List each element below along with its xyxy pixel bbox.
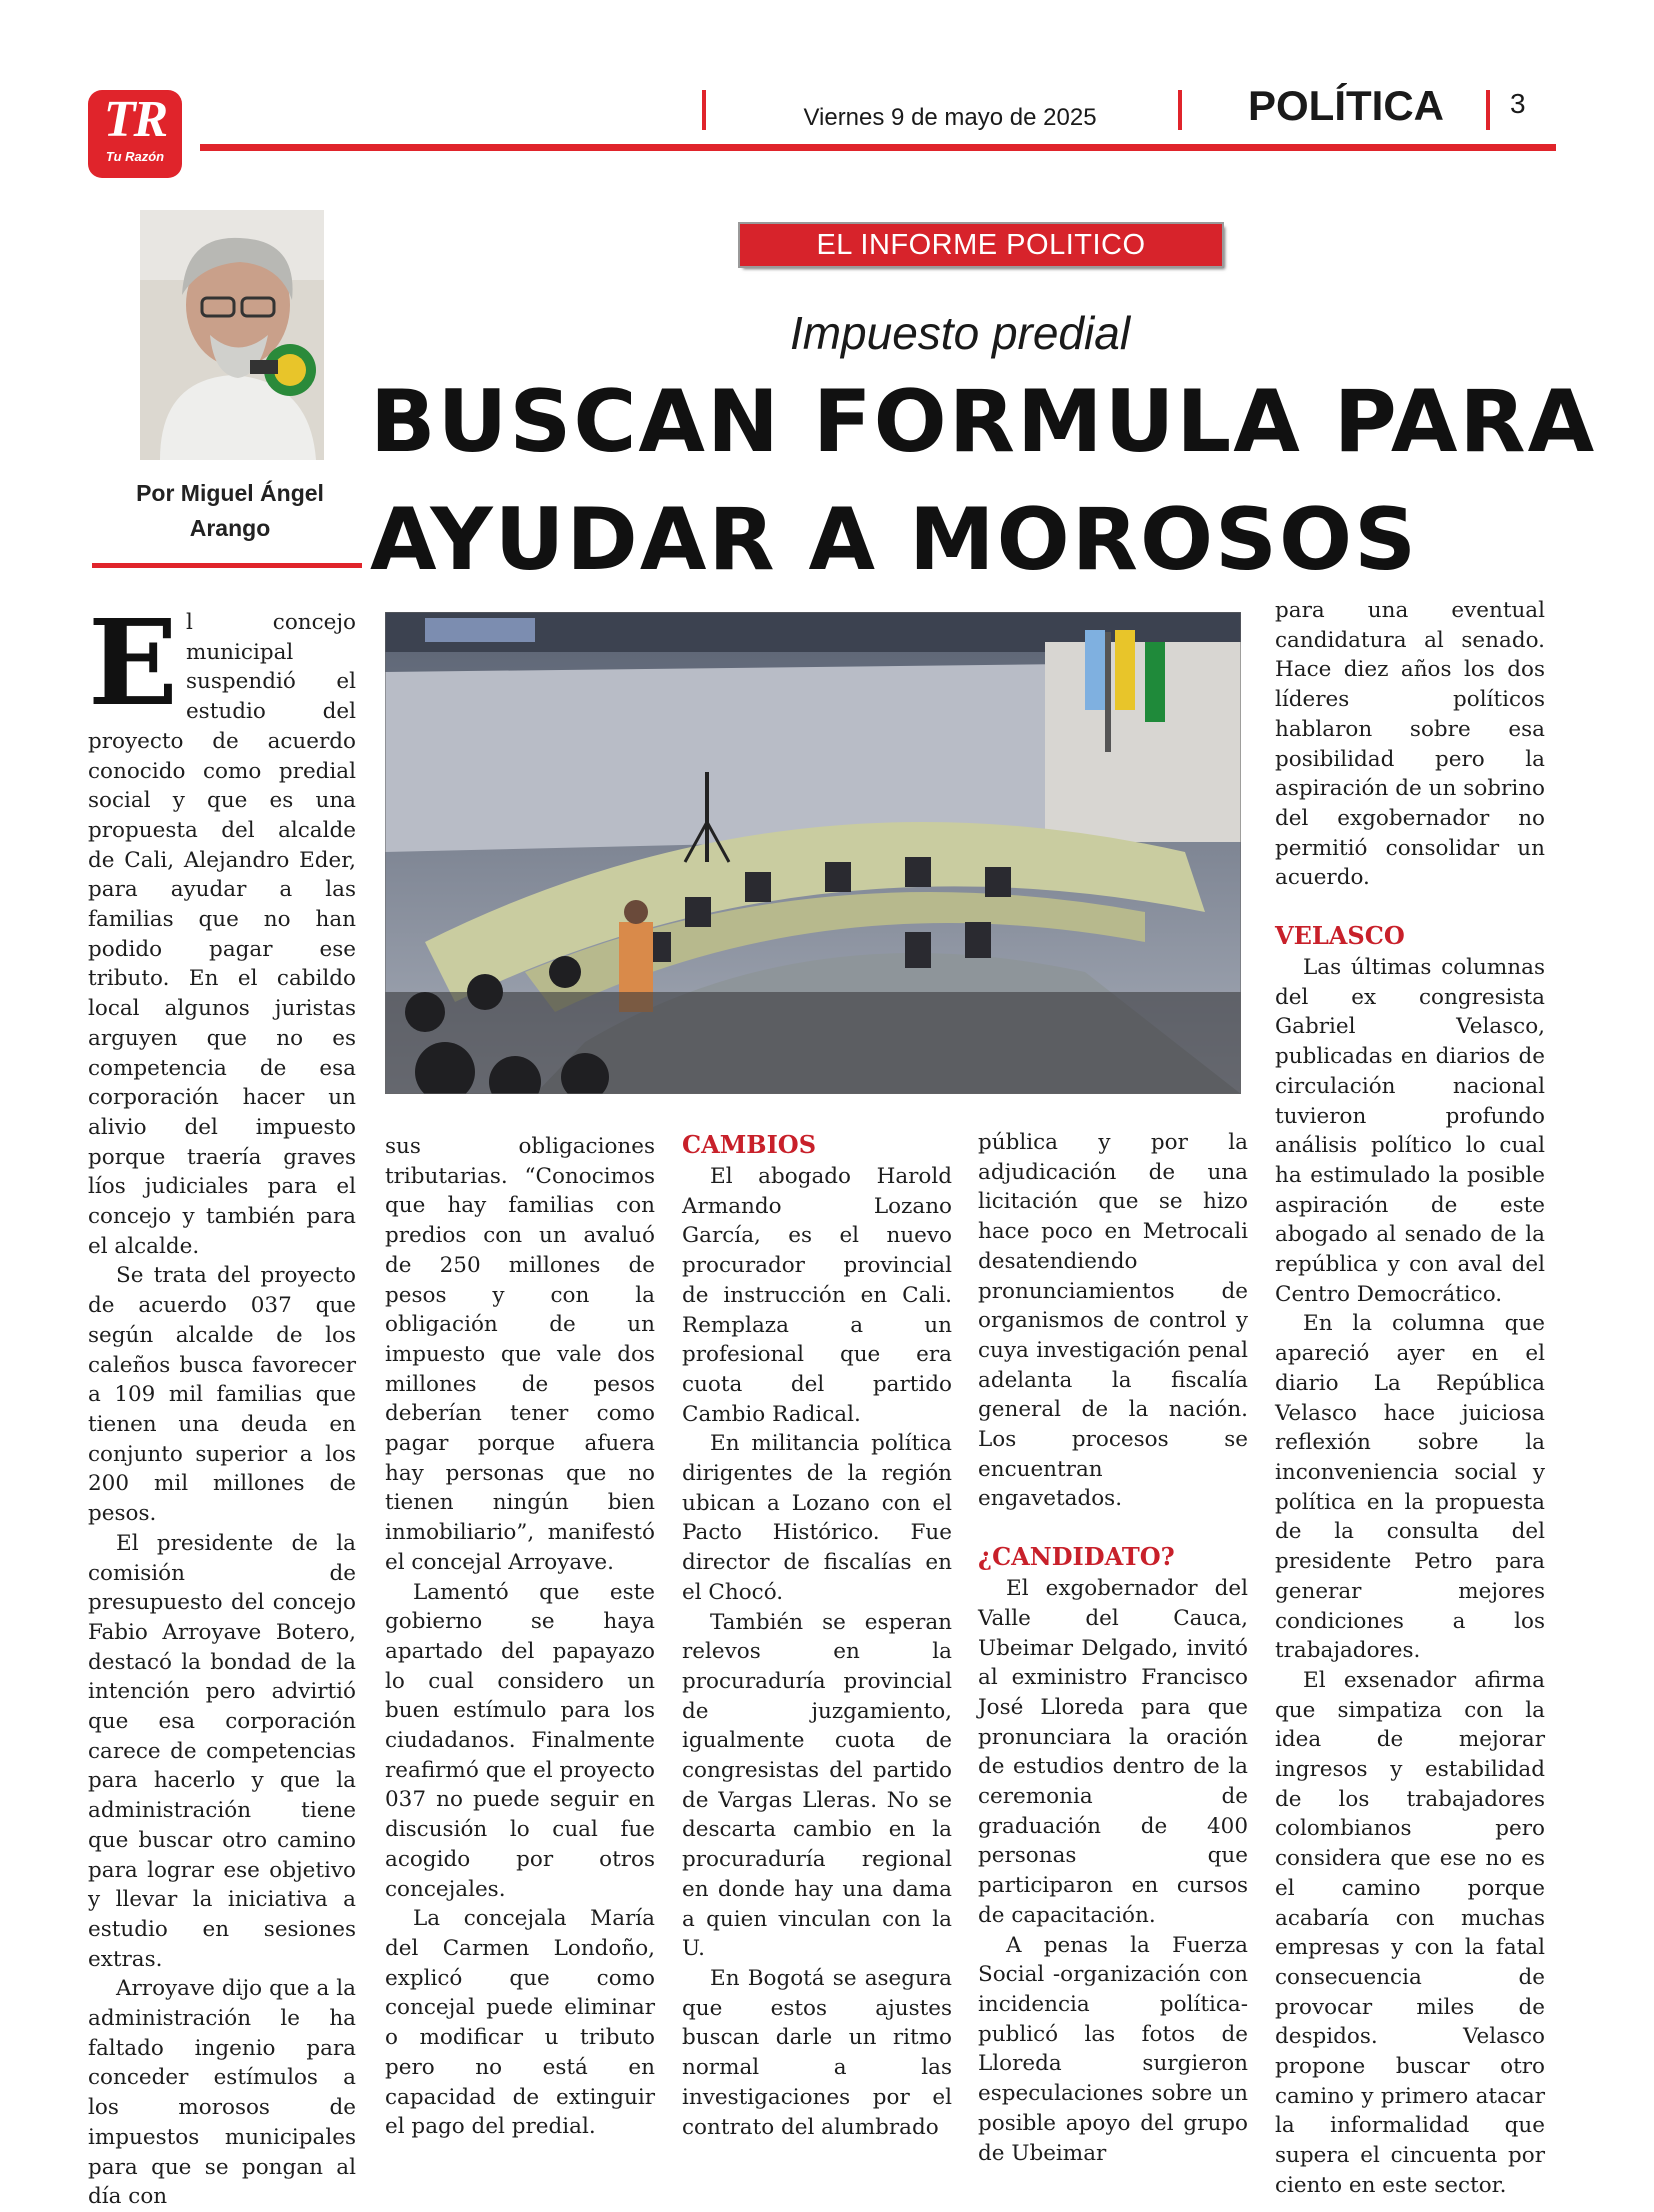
article-column-4 <box>978 1128 1248 2168</box>
article-column-2 <box>385 1132 655 2142</box>
author-byline: Por Miguel Ángel Arango <box>136 480 324 541</box>
header-divider <box>1486 90 1490 130</box>
paragraph: En Bogotá se asegura que estos ajustes buscan darle un ritmo normal a las investigaciones por el contrato del alumbrado <box>682 1965 952 2140</box>
article-column-1 <box>88 593 356 2212</box>
article-subtitle: Impuesto predial <box>789 307 1131 359</box>
kicker-label: EL INFORME POLITICO <box>740 224 1222 266</box>
paragraph: El abogado Harold Armando Lozano García, es el nuevo procurador provincial de instrucción en Cali. Remplaza a un profesional que era cuota del partido Cambio Radical. <box>682 1164 952 1427</box>
subsection-heading: CAMBIOS <box>682 1130 817 1159</box>
paragraph: El exsenador afirma que simpatiza con la idea de mejorar ingresos y estabilidad de los trabajadores colombianos pero considera que ese no es el camino porque acabaría con muchas empresas y con la fatal consecuencia de provocar miles de despidos. Velasco propone buscar otro camino y primero atacar la informalidad que supera el cincuenta por ciento en este sector. <box>1275 1667 1545 2198</box>
paragraph: l concejo municipal suspendió el estudio del proyecto de acuerdo conocido como predial social y que es una propuesta del alcalde de Cali, Alejandro Eder, para ayudar a las familias que no han podido pagar ese tributo. En el cabildo local algunos juristas arguyen que no es competencia de esa corporación hacer un alivio del impuesto porque traería graves líos judiciales para el concejo y también para el alcalde. <box>88 610 356 1259</box>
paragraph: pública y por la adjudicación de una licitación que se hizo hace poco en Metrocali desatendiendo pronunciamientos de organismos de control y cuya investigación penal adelanta la fiscalía general de la nación. Los procesos se encuentran engavetados. <box>978 1130 1248 1512</box>
paragraph: El presidente de la comisión de presupuesto del concejo Fabio Arroyave Botero, destacó la bondad de la intención pero advirtió que esa corporación carece de competencias para hacerlo y que la administración tiene que buscar otro camino para lograr ese objetivo y llevar la iniciativa a estudio en sesiones extras. <box>88 1530 356 1972</box>
header-divider <box>702 90 706 130</box>
paragraph: Arroyave dijo que a la administración le ha faltado ingenio para conceder estímulos a los morosos de impuestos municipales para que se pongan al día con <box>88 1976 356 2210</box>
paragraph: Se trata del proyecto de acuerdo 037 que según alcalde de los caleños busca favorecer a 109 mil familias que tienen una deuda en conjunto superior a los 200 mil millones de pesos. <box>88 1263 356 1527</box>
section-name: POLÍTICA <box>1248 82 1444 129</box>
paragraph: En la columna que apareció ayer en el diario La República Velasco hace juiciosa reflexión sobre la inconveniencia social y política en la propuesta de la consulta del presidente Petro para generar mejores condiciones a los trabajadores. <box>1275 1311 1545 1664</box>
headline-line-2: AYUDAR A MOROSOS <box>370 490 1419 590</box>
newspaper-logo <box>88 90 182 178</box>
drop-cap: E <box>88 593 178 732</box>
paragraph: Las últimas columnas del ex congresista Gabriel Velasco, publicadas en diarios de circulación nacional tuvieron profundo análisis político lo cual ha estimulado la posible aspiración de este abogado al senado de la república y con aval del Centro Democrático. <box>1275 955 1545 1307</box>
article-column-3 <box>682 1128 952 2142</box>
paragraph: El exgobernador del Valle del Cauca, Ubeimar Delgado, invitó al exministro Francisco José Lloreda para que pronunciara la oración de estudios dentro de la ceremonia de graduación de 400 personas que participaron en cursos de capacitación. <box>978 1576 1248 1928</box>
author-photo <box>140 210 324 460</box>
paragraph: A penas la Fuerza Social -organización con incidencia política- publicó las fotos de Lloreda surgieron especulaciones sobre un posible apoyo del grupo de Ubeimar <box>978 1932 1248 2166</box>
council-chamber-photo <box>385 612 1241 1094</box>
header-rule <box>200 144 1556 151</box>
paragraph: En militancia política dirigentes de la región ubican a Lozano con el Pacto Histórico. Fue director de fiscalías en el Chocó. <box>682 1431 952 1605</box>
subsection-heading: VELASCO <box>1275 921 1405 951</box>
byline-rule <box>92 563 362 568</box>
article-column-5 <box>1275 596 1545 2201</box>
subsection-heading: ¿CANDIDATO? <box>978 1542 1175 1572</box>
paragraph: Lamentó que este gobierno se haya apartado del papayazo lo cual considero un buen estímulo para los ciudadanos. Finalmente reafirmó que el proyecto 037 no puede seguir en discusión lo cual fue acogido por otros concejales. <box>385 1579 655 1902</box>
paragraph: También se esperan relevos en la procuraduría provincial de juzgamiento, igualmente cuota de congresistas del partido de Vargas Lleras. No se descarta cambio en la procuraduría regional en donde hay una dama a quien vinculan con la U. <box>682 1609 952 1962</box>
issue-date: Viernes 9 de mayo de 2025 <box>803 104 1097 131</box>
paragraph: La concejala María del Carmen Londoño, explicó que como concejal puede eliminar o modificar u tributo pero no está en capacidad de extinguir el pago del predial. <box>385 1906 655 2140</box>
header-divider <box>1178 90 1182 130</box>
headline-line-1: BUSCAN FORMULA PARA <box>370 372 1597 472</box>
logo-name: Tu Razón <box>105 149 165 164</box>
logo-initials: TR <box>103 91 167 148</box>
paragraph: para una eventual candidatura al senado. Hace diez años los dos líderes políticos hablaron sobre esa posibilidad pero la aspiración de un sobrino del exgobernador no permitió consolidar un acuerdo. <box>1275 598 1545 891</box>
paragraph: sus obligaciones tributarias. “Conocimos que hay familias con predios con un avaluó de 250 millones de pesos y con la obligación de un impuesto que vale dos millones de pesos deberían tener como pagar porque afuera hay personas que no tienen ningún bien inmobiliario”, manifestó el concejal Arroyave. <box>385 1134 655 1575</box>
page-number: 3 <box>1510 88 1526 119</box>
